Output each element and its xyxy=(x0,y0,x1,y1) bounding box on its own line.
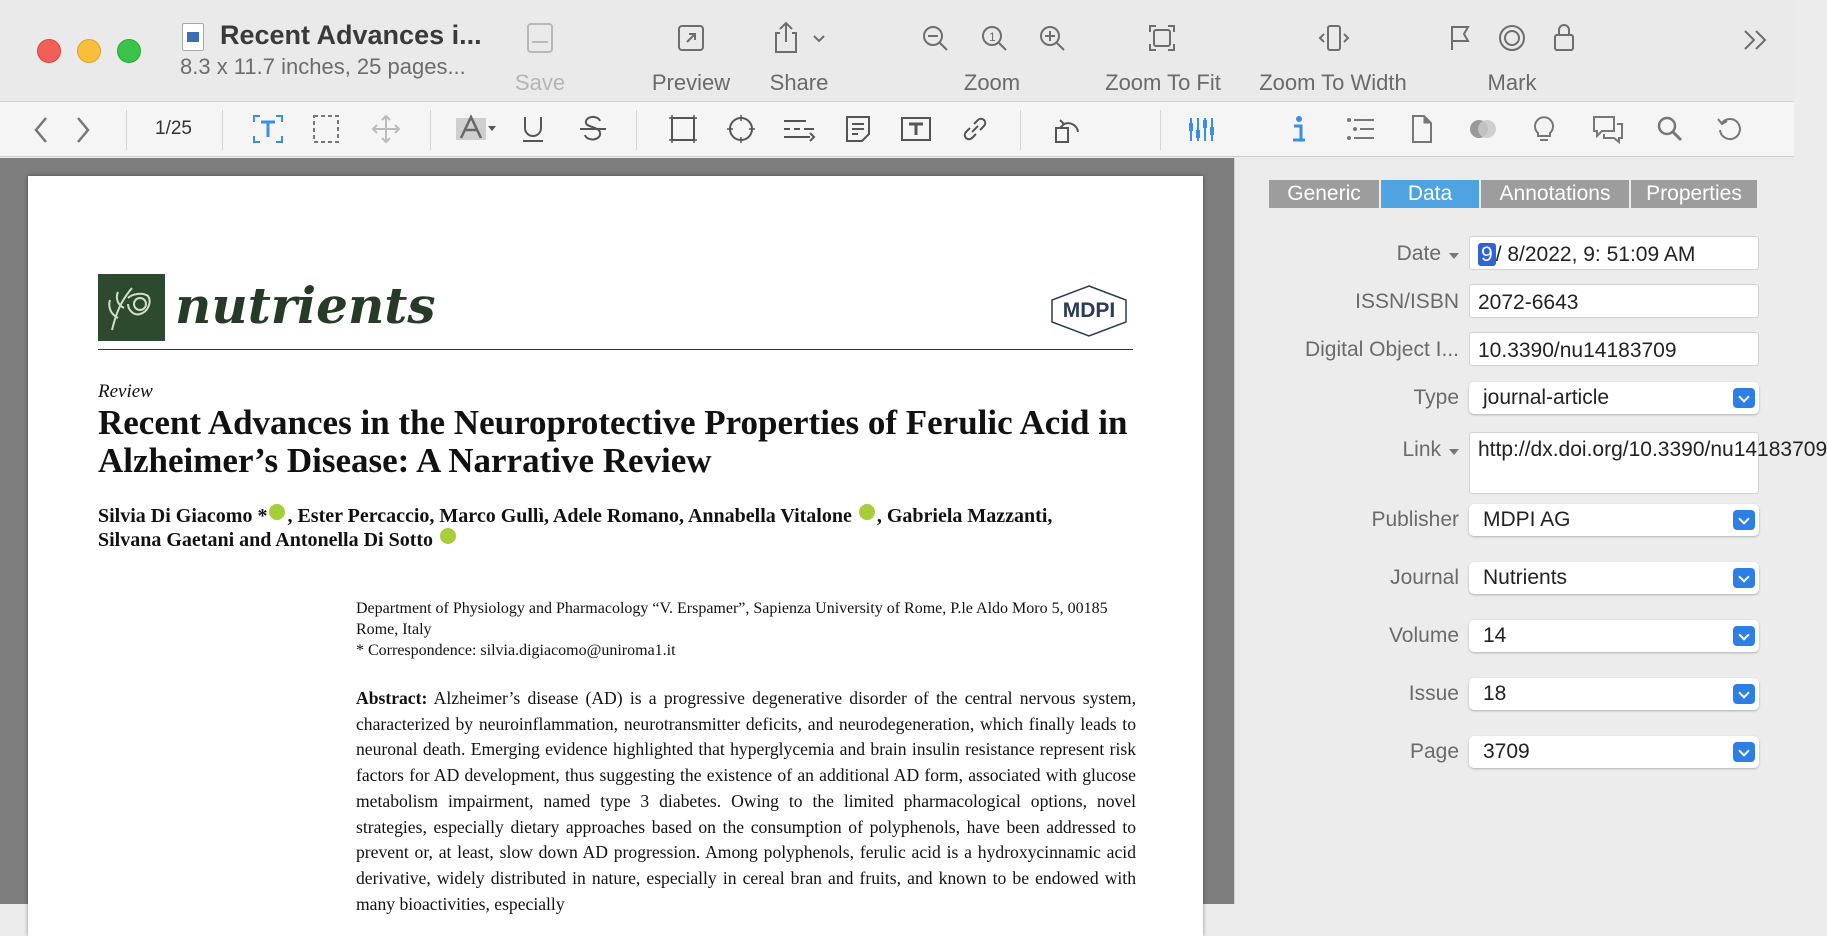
page-thumbnail-icon[interactable] xyxy=(1410,114,1434,144)
document-viewer[interactable] xyxy=(0,158,1234,914)
target-mark-icon[interactable] xyxy=(1498,24,1526,52)
close-window-button[interactable] xyxy=(37,39,61,63)
volume-label-wrap xyxy=(1235,624,1459,648)
document-title[interactable]: Recent Advances i... xyxy=(220,20,482,50)
page-select[interactable] xyxy=(1469,736,1759,768)
issue-select[interactable] xyxy=(1469,678,1759,710)
chevron-down-icon xyxy=(1733,626,1755,646)
type-label: Type xyxy=(1413,386,1459,409)
save-label[interactable]: Save xyxy=(514,70,566,95)
mark-label[interactable]: Mark xyxy=(1487,70,1537,95)
abstract xyxy=(356,686,1136,917)
zoom-to-width-label[interactable]: Zoom To Width xyxy=(1259,70,1407,95)
journal-value: Nutrients xyxy=(1483,566,1568,589)
tab-generic[interactable]: Generic xyxy=(1269,180,1379,208)
toolbar-divider xyxy=(1020,110,1021,150)
volume-select[interactable] xyxy=(1469,620,1759,652)
author-text: , Ester Percaccio, Marco Gullì, Adele Romano, Annabella Vitalone xyxy=(287,505,852,527)
article-type: Review xyxy=(98,381,153,402)
chevron-down-icon xyxy=(1733,742,1755,762)
move-icon[interactable] xyxy=(372,114,400,144)
toolbar-divider xyxy=(430,110,431,150)
link-dropdown-icon[interactable] xyxy=(1449,449,1459,455)
page-value: 3709 xyxy=(1483,740,1530,763)
affiliation-block xyxy=(356,598,1146,661)
info-icon[interactable] xyxy=(1288,114,1310,144)
author-text: , Gabriela Mazzanti, xyxy=(876,505,1053,527)
rect-selection-icon[interactable] xyxy=(312,114,340,144)
strikethrough-icon[interactable] xyxy=(578,114,608,144)
text-box-icon[interactable] xyxy=(900,114,932,144)
orcid-icon[interactable] xyxy=(440,528,456,544)
issn-label-wrap xyxy=(1235,290,1459,314)
journal-label-wrap xyxy=(1235,566,1459,590)
correspondence: * Correspondence: silvia.digiacomo@uniroma1.it xyxy=(356,642,676,659)
chevron-down-icon[interactable] xyxy=(812,34,826,44)
journal-logo-icon xyxy=(98,274,165,341)
abstract-text: Alzheimer’s disease (AD) is a progressive degenerative disorder of the central nervous system, characterized by neuroinflammation, neurotransmitter deficits, and neurodegeneration, which finally leads to neuronal death. Emerging evidence highlighted that hyperglycemia and brain insulin resistance represent risk factors for AD development, thus suggesting the existence of an additional AD form, associated with glucose metabolism impairment, named type 3 diabetes. Owing to the limited pharmacological options, novel strategies, especially dietary approaches based on the consumption of polyphenols, have been addressed to prevent or, at least, slow down AD progression. Among polyphenols, ferulic acid is a hydroxycinnamic acid derivative, widely distributed in nature, especially in cereal bran and fruits, and known to be endowed with many bioactivities, especially xyxy=(356,688,1136,914)
tab-data[interactable]: Data xyxy=(1381,180,1479,208)
share-icon[interactable] xyxy=(772,20,800,54)
highlight-text-icon[interactable] xyxy=(456,114,498,144)
pdf-page[interactable] xyxy=(28,176,1203,936)
header-rule xyxy=(98,349,1133,350)
volume-value: 14 xyxy=(1483,624,1507,647)
publisher-value: MDPI AG xyxy=(1483,508,1571,531)
chevron-down-icon xyxy=(1733,388,1755,408)
rotate-icon[interactable] xyxy=(1052,114,1082,144)
zoom-to-fit-icon[interactable] xyxy=(1148,24,1176,52)
publisher-label-wrap xyxy=(1235,508,1459,532)
doi-field[interactable]: 10.3390/nu14183709 xyxy=(1469,332,1759,366)
type-label-wrap xyxy=(1235,386,1459,410)
page-label-wrap xyxy=(1235,740,1459,764)
inspector-toggle-icon[interactable] xyxy=(1188,114,1218,144)
title-toolbar xyxy=(0,0,1794,102)
rectangle-shape-icon[interactable] xyxy=(668,114,698,144)
chevron-down-icon xyxy=(1733,510,1755,530)
page-indicator[interactable]: 1/25 xyxy=(155,118,192,139)
date-field[interactable] xyxy=(1469,236,1759,270)
ellipse-shape-icon[interactable] xyxy=(726,114,756,144)
underline-icon[interactable] xyxy=(520,114,546,144)
tab-properties[interactable]: Properties xyxy=(1631,180,1757,208)
toolbar-divider xyxy=(636,110,637,150)
doi-label: Digital Object I... xyxy=(1304,338,1459,361)
type-select[interactable] xyxy=(1469,382,1759,414)
lock-icon[interactable] xyxy=(1552,22,1576,52)
svg-text:1: 1 xyxy=(989,30,996,44)
publisher-select[interactable] xyxy=(1469,504,1759,536)
tab-annotations[interactable]: Annotations xyxy=(1481,180,1629,208)
lightbulb-icon[interactable] xyxy=(1532,114,1556,144)
document-subtitle: 8.3 x 11.7 inches, 25 pages... xyxy=(180,54,466,79)
comments-icon[interactable] xyxy=(1592,114,1624,144)
link-icon[interactable] xyxy=(960,114,990,144)
date-month-segment[interactable]: 9 xyxy=(1478,243,1496,266)
journal-name: nutrients xyxy=(175,276,436,335)
link-label-row xyxy=(1235,438,1459,462)
actual-size-icon[interactable] xyxy=(980,24,1008,52)
doi-label-wrap xyxy=(1235,338,1459,362)
zoom-to-fit-label[interactable]: Zoom To Fit xyxy=(1105,70,1221,95)
preview-icon[interactable] xyxy=(677,24,705,52)
annotation-toolbar xyxy=(0,102,1794,157)
share-label[interactable]: Share xyxy=(769,70,829,95)
toolbar-divider xyxy=(1160,110,1161,150)
link-label: Link xyxy=(1402,438,1441,461)
page-label: Page xyxy=(1409,740,1459,763)
inspector-panel xyxy=(1234,158,1827,904)
back-icon[interactable] xyxy=(32,116,50,144)
issue-label-wrap xyxy=(1235,682,1459,706)
chevron-down-icon xyxy=(1733,684,1755,704)
forward-icon[interactable] xyxy=(74,116,92,144)
chevron-down-icon xyxy=(1733,568,1755,588)
type-value: journal-article xyxy=(1483,386,1610,409)
zoom-to-width-icon[interactable] xyxy=(1318,24,1350,52)
issue-label: Issue xyxy=(1408,682,1459,705)
author-text: Silvana Gaetani and Antonella Di Sotto xyxy=(98,529,434,551)
flag-icon[interactable] xyxy=(1448,24,1472,52)
toolbar-divider xyxy=(126,110,127,150)
mdpi-logo-text: MDPI xyxy=(1062,299,1116,322)
journal-label: Journal xyxy=(1390,566,1459,589)
issn-field[interactable]: 2072-6643 xyxy=(1469,284,1759,318)
affiliation: Department of Physiology and Pharmacology “V. Erspamer”, Sapienza University of Rome, P.le Aldo Moro 5, 00185 Rome, Italy xyxy=(356,600,1108,638)
volume-label: Volume xyxy=(1388,624,1459,647)
date-label-row xyxy=(1235,242,1459,266)
text-selection-icon[interactable] xyxy=(252,114,284,144)
zoom-window-button[interactable] xyxy=(117,39,141,63)
zoom-label[interactable]: Zoom xyxy=(963,70,1021,95)
search-icon[interactable] xyxy=(1656,114,1684,144)
journal-select[interactable] xyxy=(1469,562,1759,594)
zoom-out-icon[interactable] xyxy=(921,24,949,52)
link-field[interactable]: http://dx.doi.org/10.3390/nu14183709 xyxy=(1469,432,1759,494)
color-icon[interactable] xyxy=(1468,116,1498,142)
article-title: Recent Advances in the Neuroprotective Properties of Ferulic Acid in Alzheimer’s Disease: A Narrative Review xyxy=(98,403,1128,480)
outline-icon[interactable] xyxy=(1346,116,1376,142)
line-style-icon[interactable] xyxy=(782,116,816,142)
date-dropdown-icon[interactable] xyxy=(1449,253,1459,259)
zoom-in-icon[interactable] xyxy=(1038,24,1066,52)
issn-label: ISSN/ISBN xyxy=(1355,290,1459,313)
date-label: Date xyxy=(1396,242,1441,265)
publisher-label: Publisher xyxy=(1371,508,1459,531)
author-list xyxy=(98,504,1158,552)
toolbar-overflow-icon[interactable] xyxy=(1742,28,1770,52)
abstract-label: Abstract: xyxy=(356,688,428,708)
orcid-icon[interactable] xyxy=(269,504,285,520)
mdpi-logo xyxy=(1048,284,1130,338)
author-text: Silvia Di Giacomo * xyxy=(98,505,268,527)
save-icon[interactable] xyxy=(526,22,554,54)
inspector-segmented-control xyxy=(1269,180,1759,208)
date-rest[interactable]: / 8/2022, 9: 51:09 AM xyxy=(1495,243,1696,266)
preview-label[interactable]: Preview xyxy=(651,70,731,95)
minimize-window-button[interactable] xyxy=(77,39,101,63)
document-icon xyxy=(182,23,204,51)
note-icon[interactable] xyxy=(844,114,872,144)
toolbar-divider xyxy=(222,110,223,150)
journal-logo xyxy=(98,274,165,341)
history-icon[interactable] xyxy=(1716,114,1744,144)
issue-value: 18 xyxy=(1483,682,1507,705)
orcid-icon[interactable] xyxy=(859,504,875,520)
